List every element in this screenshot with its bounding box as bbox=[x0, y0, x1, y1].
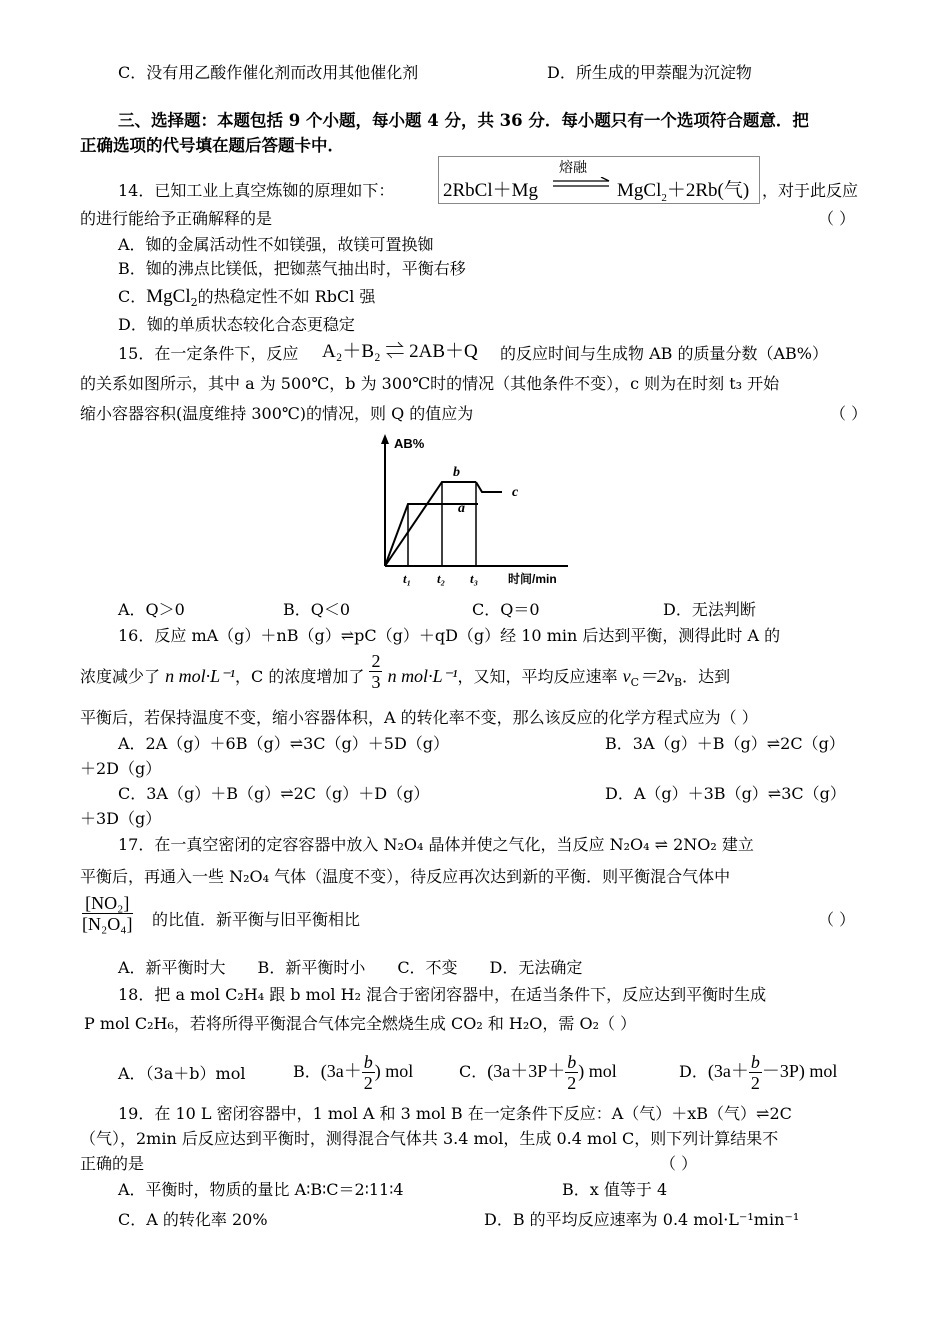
q16-option-b-cont: ＋2D（g） bbox=[80, 759, 162, 778]
q16-line2: 浓度减少了 n mol·L⁻¹，C 的浓度增加了 $\frac{2}{3}$ n mol·L⁻¹，又知，平均反应速率 $v_C=2v_B$．达到 bbox=[80, 651, 731, 692]
q15-option-a: A．Q＞0 bbox=[118, 600, 185, 619]
q16-frac-den: 3 bbox=[371, 672, 381, 692]
section-header-line2: 正确选项的代号填在题后答题卡中． bbox=[80, 136, 344, 155]
q14-line2: 的进行能给予正确解释的是 bbox=[80, 209, 273, 228]
q17-frac-den: [N₂O₄] bbox=[82, 914, 133, 934]
q14-equilibrium-arrow bbox=[551, 177, 613, 191]
q14-intro-after: ，对于此反应 bbox=[762, 181, 859, 200]
q17-answer-paren: （ ） bbox=[818, 910, 856, 929]
q18-option-c: C．(3a＋3P＋ $\frac{b}{2}$ ) mol bbox=[459, 1052, 617, 1093]
q19-option-c: C．A 的转化率 20% bbox=[118, 1210, 268, 1229]
q14-option-d: D．铷的单质状态较化合态更稳定 bbox=[118, 315, 355, 334]
tick-t2: t₂ bbox=[437, 571, 446, 586]
q16-option-d: D．A（g）＋3B（g）⇌3C（g） bbox=[605, 784, 846, 803]
x-axis-label: 时间/min bbox=[508, 572, 557, 586]
q17-options: A．新平衡时大 B．新平衡时小 C．不变 D．无法确定 bbox=[118, 958, 583, 977]
q13-option-c: C．没有用乙酸作催化剂而改用其他催化剂 bbox=[118, 63, 419, 82]
q15-answer-paren: （ ） bbox=[830, 404, 868, 423]
q19-option-d: D．B 的平均反应速率为 0.4 mol·L⁻¹min⁻¹ bbox=[484, 1210, 800, 1229]
q14-eq-condition: 熔融 bbox=[559, 160, 587, 176]
label-c: c bbox=[512, 485, 519, 500]
q19-option-b: B．x 值等于 4 bbox=[562, 1180, 668, 1199]
curve-b bbox=[385, 482, 476, 566]
tick-t3: t₃ bbox=[470, 571, 479, 586]
q15-option-b: B．Q＜0 bbox=[283, 600, 351, 619]
q13-option-d: D．所生成的甲萘醌为沉淀物 bbox=[547, 63, 752, 82]
q16-line3: 平衡后，若保持温度不变，缩小容器体积，A 的转化率不变，那么该反应的化学方程式应为（ ） bbox=[80, 708, 758, 727]
label-a: a bbox=[458, 501, 465, 516]
q18-line2: P mol C₂H₆，若将所得平衡混合气体完全燃烧生成 CO₂ 和 H₂O，需 O₂（ ） bbox=[84, 1014, 637, 1033]
label-b: b bbox=[453, 465, 460, 480]
q14-answer-paren: （ ） bbox=[818, 209, 856, 228]
q14-eq-right: MgCl$_2$＋2Rb(气) bbox=[617, 180, 750, 204]
q18-option-a: A．（3a＋b）mol bbox=[118, 1064, 246, 1083]
q15-figure bbox=[370, 432, 580, 592]
q18-option-d: D．(3a＋ $\frac{b}{2}$ －3P) mol bbox=[679, 1052, 838, 1093]
q14-option-b: B．铷的沸点比镁低，把铷蒸气抽出时，平衡右移 bbox=[118, 259, 466, 278]
q17-ratio-fraction bbox=[82, 893, 133, 934]
q15-equation: A₂＋B₂ ⇌ 2AB＋Q bbox=[322, 341, 478, 362]
q15-option-d: D．无法判断 bbox=[663, 600, 756, 619]
q17-line1: 17．在一真空密闭的定容容器中放入 N₂O₄ 晶体并使之气化，当反应 N₂O₄ ⇌ 2NO₂ 建立 bbox=[118, 835, 754, 854]
q16-option-a: A．2A（g）＋6B（g）⇌3C（g）＋5D（g） bbox=[118, 734, 450, 753]
q15-option-c: C．Q＝0 bbox=[472, 600, 540, 619]
q16-option-b: B．3A（g）＋B（g）⇌2C（g） bbox=[605, 734, 845, 753]
q14-eq-left: 2RbCl＋Mg bbox=[443, 180, 539, 201]
q15-line1a: 15．在一定条件下，反应 bbox=[118, 344, 299, 363]
q16-option-c: C．3A（g）＋B（g）⇌2C（g）＋D（g） bbox=[118, 784, 430, 803]
q19-line2: （气），2min 后反应达到平衡时，测得混合气体共 3.4 mol，生成 0.4 mol C，则下列计算结果不 bbox=[80, 1129, 779, 1148]
y-axis-arrow bbox=[381, 434, 389, 444]
q17-frac-num: [NO₂] bbox=[82, 893, 133, 914]
q18-line1: 18．把 a mol C₂H₄ 跟 b mol H₂ 混合于密闭容器中，在适当条件下，反应达到平衡时生成 bbox=[118, 985, 767, 1004]
curve-c bbox=[476, 482, 502, 492]
q14-intro: 14．已知工业上真空炼铷的原理如下： bbox=[118, 181, 395, 200]
q14-option-a: A．铷的金属活动性不如镁强，故镁可置换铷 bbox=[118, 235, 434, 254]
q14-option-c: C．MgCl$_2$的热稳定性不如 RbCl 强 bbox=[118, 286, 376, 310]
q14-equation-box bbox=[438, 156, 760, 204]
q19-line3: 正确的是 bbox=[80, 1154, 145, 1173]
q19-line1: 19．在 10 L 密闭容器中，1 mol A 和 3 mol B 在一定条件下反应：A（气）＋xB（气）⇌2C bbox=[118, 1104, 792, 1123]
section-header-line1: 三、选择题：本题包括 9 个小题，每小题 4 分，共 36 分．每小题只有一个选项符合题意．把 bbox=[118, 111, 809, 130]
q17-line3: 的比值．新平衡与旧平衡相比 bbox=[152, 910, 361, 929]
q19-answer-paren: （ ） bbox=[660, 1154, 698, 1173]
q16-option-d-cont: ＋3D（g） bbox=[80, 809, 162, 828]
q16-line1: 16．反应 mA（g）＋nB（g）⇌pC（g）＋qD（g）经 10 min 后达到平衡，测得此时 A 的 bbox=[118, 626, 781, 645]
tick-t1: t₁ bbox=[403, 571, 412, 586]
y-axis-label: AB% bbox=[394, 436, 425, 451]
q18-option-b: B．(3a＋ $\frac{b}{2}$ ) mol bbox=[293, 1052, 414, 1093]
q15-line3: 缩小容器容积(温度维持 300℃)的情况，则 Q 的值应为 bbox=[80, 404, 474, 423]
q16-frac-num: 2 bbox=[371, 651, 381, 671]
q15-line1b: 的反应时间与生成物 AB 的质量分数（AB%） bbox=[500, 344, 829, 363]
q19-option-a: A．平衡时，物质的量比 A∶B∶C＝2∶11∶4 bbox=[118, 1180, 404, 1199]
q15-line2: 的关系如图所示，其中 a 为 500℃，b 为 300℃时的情况（其他条件不变），c 则为在时刻 t₃ 开始 bbox=[80, 374, 780, 393]
q17-line2: 平衡后，再通入一些 N₂O₄ 气体（温度不变），待反应再次达到新的平衡．则平衡混合气体中 bbox=[80, 867, 731, 886]
